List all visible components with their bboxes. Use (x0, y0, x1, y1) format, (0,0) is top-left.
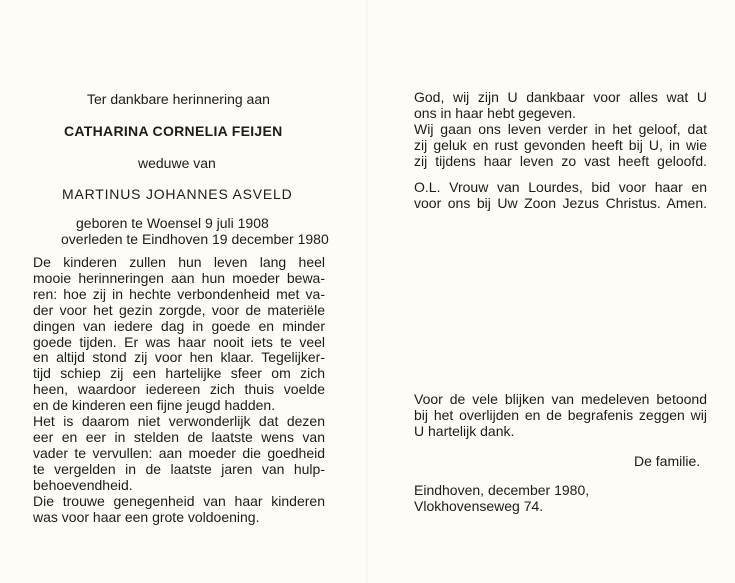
death-line: overleden te Eindhoven 19 december 1980 (61, 231, 329, 247)
tribute-line: De kinderen zullen hun leven lang heel (33, 254, 325, 270)
tribute-line: Die trouwe genegenheid van haar kinderen (33, 492, 325, 509)
intro-text: Ter dankbare herinnering aan (87, 91, 270, 107)
tribute-line: ren: hoe zij in hechte verbondenheid met va- (33, 285, 325, 302)
prayer-line: zij tijdens haar leven zo vast heeft geloofd. (414, 152, 707, 169)
invocation-line: O.L. Vrouw van Lourdes, bid voor haar en (414, 179, 707, 195)
tribute-line: behoevendheid. (33, 476, 133, 493)
husband-name: MARTINUS JOHANNES ASVELD (62, 186, 293, 202)
left-page (0, 0, 367, 583)
invocation-line: voor ons bij Uw Zoon Jezus Christus. Amen. (414, 194, 707, 211)
prayer-line: God, wij zijn U dankbaar voor alles wat U (414, 89, 707, 105)
prayer-line: zij geluk en rust gevonden heeft bij U, in wie (414, 136, 707, 153)
tribute-line: goede tijden. Er was haar nooit iets te veel (33, 333, 325, 350)
tribute-line: eer en eer in stelden de laatste wens van (33, 428, 325, 445)
thanks-paragraph (414, 392, 707, 440)
signature-text: De familie. (634, 453, 701, 469)
tribute-line: dingen van iedere dag in goede en minder (33, 317, 325, 334)
tribute-line: en altijd stond zij voor hen klaar. Tegelijker- (33, 349, 325, 366)
tribute-line: te vergelden in de laatste jaren van hulp- (33, 460, 325, 477)
right-page (368, 0, 735, 583)
thanks-line: bij het overlijden en de begrafenis zeggen wij (414, 406, 707, 423)
tribute-paragraph (33, 255, 325, 525)
tribute-line: Het is daarom niet verwonderlijk dat dezen (33, 413, 325, 430)
tribute-line: mooie herinneringen aan hun moeder bewa- (33, 269, 325, 286)
place-date-text: Eindhoven, december 1980, (414, 482, 590, 498)
prayer-line: ons in haar hebt gegeven. (414, 104, 576, 121)
tribute-line: en de kinderen een fijne jeugd hadden. (33, 397, 276, 414)
invocation-paragraph (414, 180, 707, 212)
tribute-line: tijd schiep zij een hartelijke sfeer om zich (33, 365, 325, 382)
prayer-line: Wij gaan ons leven verder in het geloof, dat (414, 120, 707, 137)
tribute-line: was voor haar een grote voldoening. (33, 508, 260, 525)
thanks-line: Voor de vele blijken van medeleven betoond (414, 391, 707, 407)
thanks-line: U hartelijk dank. (414, 422, 515, 439)
address-text: Vlokhovenseweg 74. (414, 498, 544, 514)
prayer-paragraph (414, 90, 707, 170)
deceased-name: CATHARINA CORNELIA FEIJEN (64, 123, 283, 139)
birth-line: geboren te Woensel 9 juli 1908 (76, 215, 269, 231)
widow-of-text: weduwe van (138, 155, 216, 171)
tribute-line: der voor het gezin zorgde, voor de materiële (33, 301, 325, 318)
tribute-line: vader te vervullen: aan moeder die goedheid (33, 444, 325, 461)
tribute-line: heen, waardoor iedereen zich thuis voelde (33, 381, 325, 398)
